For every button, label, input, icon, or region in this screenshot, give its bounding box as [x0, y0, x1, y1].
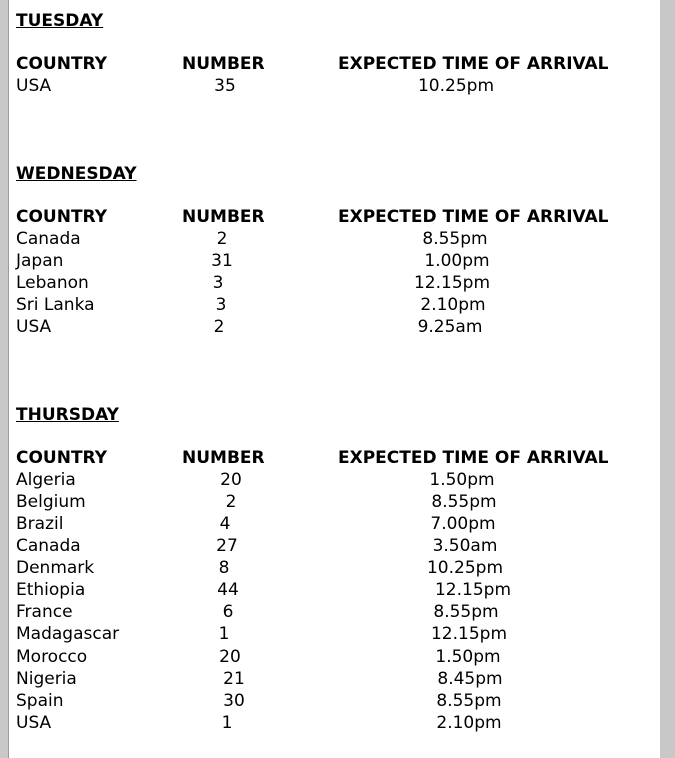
country-cell: Algeria — [16, 470, 76, 490]
column-header-eta: EXPECTED TIME OF ARRIVAL — [338, 448, 609, 468]
document-page — [9, 0, 660, 758]
table-row: Brazil 4 7.00pm — [16, 514, 496, 534]
table-row: Denmark 8 10.25pm — [16, 558, 504, 578]
country-cell: Belgium — [16, 492, 86, 512]
table-row: USA 2 9.25am — [16, 317, 483, 337]
country-cell: USA — [16, 76, 52, 96]
column-header-eta: EXPECTED TIME OF ARRIVAL — [338, 54, 609, 74]
country-cell: Lebanon — [16, 273, 89, 293]
country-cell: Morocco — [16, 647, 88, 667]
table-row: USA 35 10.25pm — [16, 76, 495, 96]
day-heading-tuesday: TUESDAY — [16, 11, 104, 31]
country-cell: France — [16, 602, 73, 622]
table-row: Canada 27 3.50am — [16, 536, 498, 556]
column-header-country: COUNTRY — [16, 448, 108, 468]
table-row: Lebanon 3 12.15pm — [16, 273, 491, 293]
table-row: Morocco 20 1.50pm — [16, 647, 501, 667]
table-row: Ethiopia 44 12.15pm — [16, 580, 512, 600]
country-cell: Madagascar — [16, 624, 120, 644]
column-header-row — [9, 206, 660, 228]
column-header-number: NUMBER — [182, 54, 265, 74]
day-heading-wednesday: WEDNESDAY — [16, 164, 137, 184]
country-cell: Nigeria — [16, 669, 77, 689]
day-heading-thursday: THURSDAY — [16, 405, 119, 425]
column-header-eta: EXPECTED TIME OF ARRIVAL — [338, 207, 609, 227]
table-row: Madagascar 1 12.15pm — [16, 624, 508, 644]
column-header-number: NUMBER — [182, 448, 265, 468]
country-cell: Canada — [16, 229, 81, 249]
country-cell: Spain — [16, 691, 64, 711]
country-cell: Brazil — [16, 514, 64, 534]
country-cell: Ethiopia — [16, 580, 86, 600]
country-cell: USA — [16, 713, 52, 733]
table-row: Belgium 2 8.55pm — [16, 492, 497, 512]
country-cell: USA — [16, 317, 52, 337]
country-cell: Denmark — [16, 558, 95, 578]
column-header-country: COUNTRY — [16, 54, 108, 74]
country-cell: Sri Lanka — [16, 295, 95, 315]
table-row: Sri Lanka 3 2.10pm — [16, 295, 486, 315]
country-cell: Canada — [16, 536, 81, 556]
column-header-number: NUMBER — [182, 207, 265, 227]
table-row: USA 1 2.10pm — [16, 713, 502, 733]
column-header-row — [9, 53, 660, 75]
table-row: Nigeria 21 8.45pm — [16, 669, 503, 689]
country-cell: Japan — [16, 251, 64, 271]
table-row: Canada 2 8.55pm — [16, 229, 488, 249]
table-row: France 6 8.55pm — [16, 602, 499, 622]
table-row: Algeria 20 1.50pm — [16, 470, 495, 490]
table-row: Spain 30 8.55pm — [16, 691, 502, 711]
column-header-country: COUNTRY — [16, 207, 108, 227]
table-row: Japan 31 1.00pm — [16, 251, 490, 271]
column-header-row — [9, 447, 660, 469]
